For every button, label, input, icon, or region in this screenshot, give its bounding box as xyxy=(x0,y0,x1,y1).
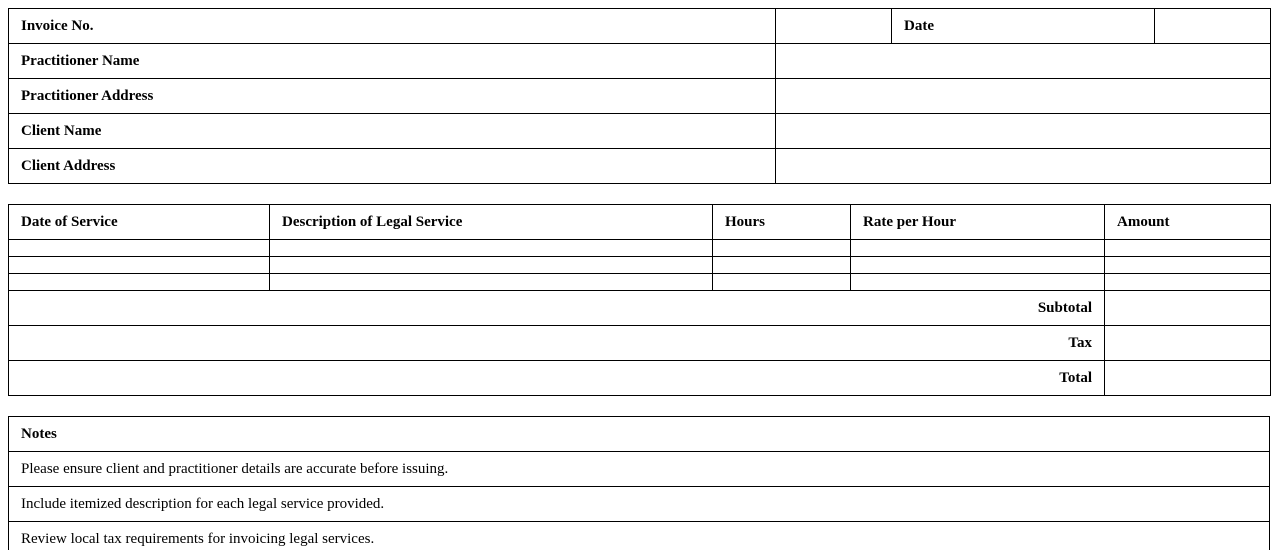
rate-cell[interactable] xyxy=(851,257,1105,274)
invoice-number-row xyxy=(9,9,1271,44)
practitioner-name-label: Practitioner Name xyxy=(9,44,776,79)
practitioner-address-label: Practitioner Address xyxy=(9,79,776,114)
table-row xyxy=(9,257,1271,274)
hours-cell[interactable] xyxy=(713,257,851,274)
services-table xyxy=(8,204,1271,396)
column-header-description: Description of Legal Service xyxy=(270,205,713,240)
invoice-number-field[interactable] xyxy=(776,9,892,44)
list-item xyxy=(9,522,1270,550)
rate-cell[interactable] xyxy=(851,274,1105,291)
amount-cell[interactable] xyxy=(1105,274,1271,291)
note-text: Review local tax requirements for invoicing legal services. xyxy=(9,522,1270,550)
note-text: Include itemized description for each legal service provided. xyxy=(9,487,1270,522)
date-of-service-cell[interactable] xyxy=(9,257,270,274)
rate-cell[interactable] xyxy=(851,240,1105,257)
total-label: Total xyxy=(9,361,1105,396)
column-header-rate-per-hour: Rate per Hour xyxy=(851,205,1105,240)
practitioner-name-field[interactable] xyxy=(776,44,1271,79)
tax-label: Tax xyxy=(9,326,1105,361)
note-text: Please ensure client and practitioner details are accurate before issuing. xyxy=(9,452,1270,487)
subtotal-row xyxy=(9,291,1271,326)
column-header-amount: Amount xyxy=(1105,205,1271,240)
practitioner-name-row xyxy=(9,44,1271,79)
total-field[interactable] xyxy=(1105,361,1271,396)
date-of-service-cell[interactable] xyxy=(9,240,270,257)
column-header-hours: Hours xyxy=(713,205,851,240)
total-row xyxy=(9,361,1271,396)
column-header-date-of-service: Date of Service xyxy=(9,205,270,240)
practitioner-address-row xyxy=(9,79,1271,114)
invoice-number-label: Invoice No. xyxy=(9,9,776,44)
amount-cell[interactable] xyxy=(1105,257,1271,274)
invoice-info-table xyxy=(8,8,1271,184)
description-cell[interactable] xyxy=(270,274,713,291)
subtotal-field[interactable] xyxy=(1105,291,1271,326)
client-address-row xyxy=(9,149,1271,184)
notes-heading-row xyxy=(9,417,1270,452)
client-address-label: Client Address xyxy=(9,149,776,184)
tax-row xyxy=(9,326,1271,361)
table-row xyxy=(9,274,1271,291)
notes-table xyxy=(8,416,1270,550)
list-item xyxy=(9,452,1270,487)
services-header-row xyxy=(9,205,1271,240)
amount-cell[interactable] xyxy=(1105,240,1271,257)
client-name-row xyxy=(9,114,1271,149)
date-of-service-cell[interactable] xyxy=(9,274,270,291)
list-item xyxy=(9,487,1270,522)
hours-cell[interactable] xyxy=(713,274,851,291)
client-address-field[interactable] xyxy=(776,149,1271,184)
description-cell[interactable] xyxy=(270,240,713,257)
notes-heading: Notes xyxy=(9,417,1270,452)
subtotal-label: Subtotal xyxy=(9,291,1105,326)
date-label: Date xyxy=(892,9,1155,44)
client-name-field[interactable] xyxy=(776,114,1271,149)
client-name-label: Client Name xyxy=(9,114,776,149)
tax-field[interactable] xyxy=(1105,326,1271,361)
description-cell[interactable] xyxy=(270,257,713,274)
hours-cell[interactable] xyxy=(713,240,851,257)
practitioner-address-field[interactable] xyxy=(776,79,1271,114)
date-field[interactable] xyxy=(1155,9,1271,44)
table-row xyxy=(9,240,1271,257)
